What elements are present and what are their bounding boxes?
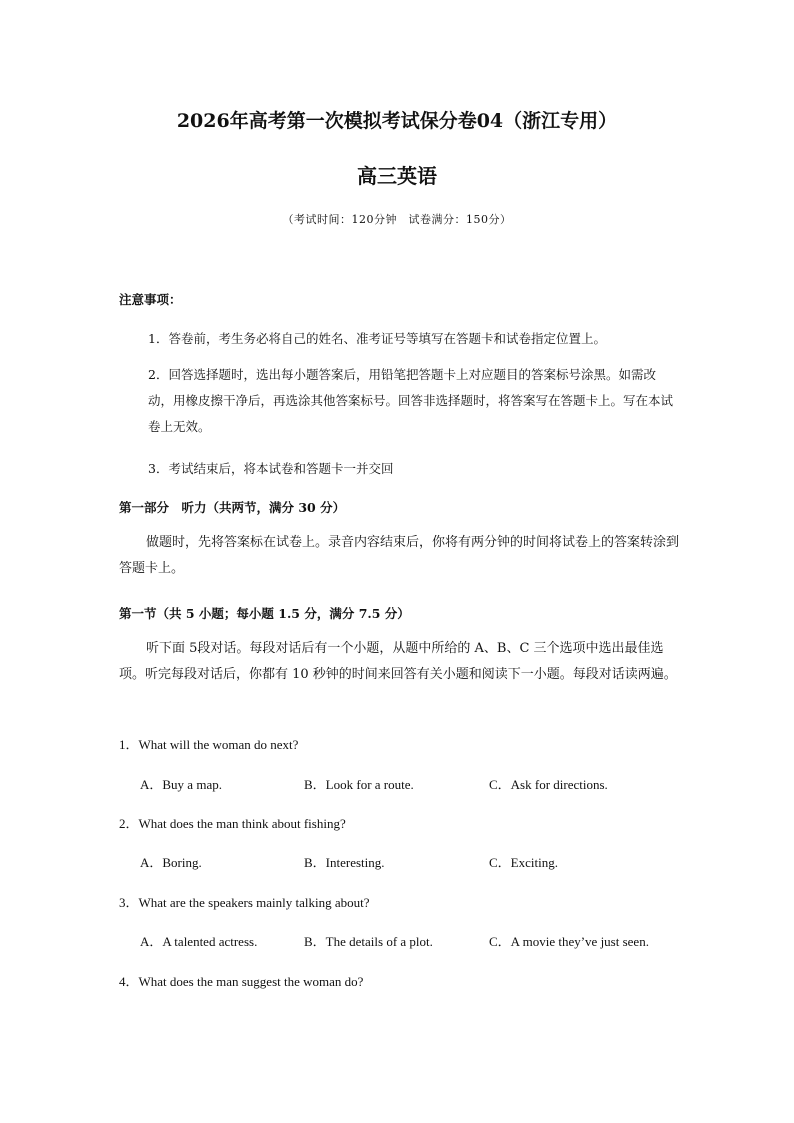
subject-title: 高三英语 [357,164,437,188]
question-2-stem: 2．What does the man think about fishing? [119,816,346,831]
section1-heading: 第一节（共 5 小题；每小题 1.5 分，满分 7.5 分） [119,606,410,621]
question-1-option-c: C．Ask for directions. [489,777,608,792]
notice-heading: 注意事项： [119,292,182,307]
question-1-option-a: A．Buy a map. [140,777,222,792]
question-3-option-c: C．A movie they’ve just seen. [489,934,649,949]
question-2-option-c: C．Exciting. [489,855,558,870]
question-2-option-a: A．Boring. [140,855,202,870]
notice-item-3: 3．考试结束后，将本试卷和答题卡一并交回 [148,461,394,476]
exam-title: 2026年高考第一次模拟考试保分卷04（浙江专用） [176,110,618,132]
question-3-option-a: A．A talented actress. [140,934,258,949]
question-1-option-b: B．Look for a route. [304,777,414,792]
question-2-option-b: B．Interesting. [304,855,385,870]
part1-instruction: 做题时，先将答案标在试卷上。录音内容结束后，你将有两分钟的时间将试卷上的答案转涂到答题卡上。 [119,535,680,576]
question-3-stem: 3．What are the speakers mainly talking about? [119,895,370,910]
question-3-option-b: B．The details of a plot. [304,934,433,949]
question-4-stem: 4．What does the man suggest the woman do? [119,974,364,989]
notice-item-1: 1．答卷前，考生务必将自己的姓名、准考证号等填写在答题卡和试卷指定位置上。 [148,331,606,346]
question-1-stem: 1．What will the woman do next? [119,737,299,752]
section1-instruction: 听下面 5段对话。每段对话后有一个小题，从题中所给的 A、B、C 三个选项中选出最佳选项。听完每段对话后，你都有 10 秒钟的时间来回答有关小题和阅读下一小题。每段对话读两遍。 [119,641,677,682]
exam-info: （考试时间：120分钟 试卷满分：150分） [282,213,512,226]
part1-heading: 第一部分 听力（共两节，满分 30 分） [119,500,346,515]
notice-item-2: 2．回答选择题时，选出每小题答案后，用铅笔把答题卡上对应题目的答案标号涂黑。如需改动，用橡皮擦干净后，再选涂其他答案标号。回答非选择题时，将答案写在答题卡上。写在本试卷上无效。 [148,367,674,434]
